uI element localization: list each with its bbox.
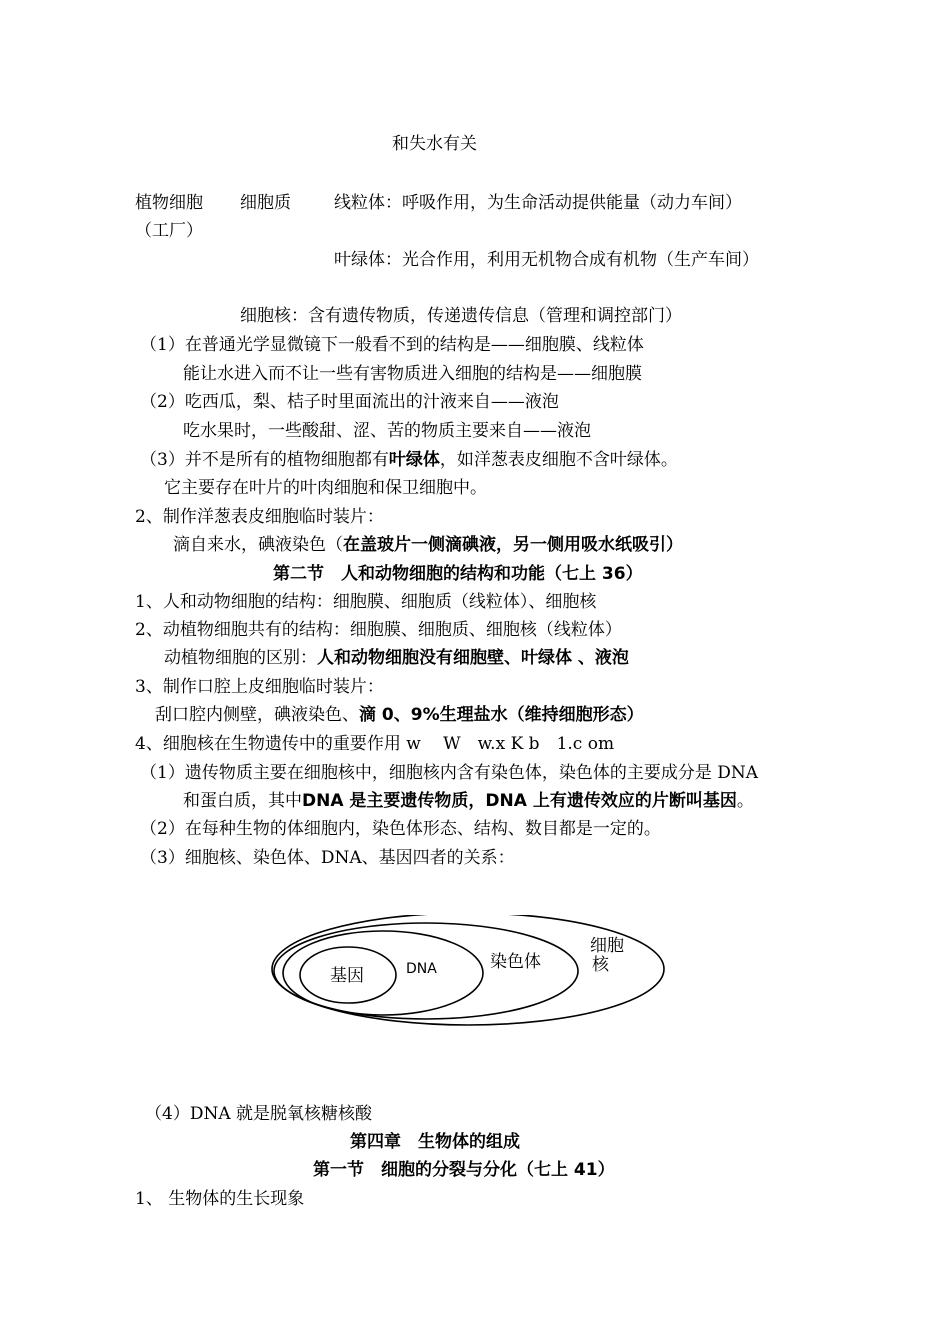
table-cell-nucleus: 细胞核：含有遗传物质，传递遗传信息（管理和调控部门）	[240, 306, 682, 326]
table-cell-plant-cell: 植物细胞	[135, 193, 203, 213]
text-line: （2）吃西瓜，梨、桔子时里面流出的汁液来自——液泡	[140, 392, 559, 412]
text-run: 和蛋白质，其中	[183, 791, 302, 811]
text-line: 3、制作口腔上皮细胞临时装片：	[135, 677, 384, 697]
text-run-bold: DNA 是主要遗传物质，DNA 上有遗传效应的片断叫基因	[302, 791, 737, 811]
text-run: ，如洋葱表皮细胞不含叶绿体。	[439, 450, 678, 470]
text-line	[173, 534, 683, 556]
text-line: （工厂）	[135, 221, 203, 241]
text-line: （4）DNA 就是脱氧核糖核酸	[145, 1104, 373, 1124]
chromosome-label: 染色体	[490, 952, 541, 972]
text-run: （3）并不是所有的植物细胞都有	[140, 450, 389, 470]
text-line: 1、人和动物细胞的结构：细胞膜、细胞质（线粒体）、细胞核	[135, 592, 597, 612]
text-line: 1、 生物体的生长现象	[135, 1189, 305, 1209]
text-run: 滴自来水，碘液染色（	[173, 535, 343, 555]
table-cell-mitochondria: 线粒体：呼吸作用，为生命活动提供能量（动力车间）	[334, 193, 742, 213]
section-heading: 第二节 人和动物细胞的结构和功能（七上 36）	[273, 564, 643, 584]
nucleus-label-1: 细胞	[590, 936, 624, 956]
text-line: 和失水有关	[392, 134, 477, 154]
text-line	[140, 449, 678, 471]
text-line: （2）在每种生物的体细胞内，染色体形态、结构、数目都是一定的。	[140, 819, 661, 839]
text-run-bold: 叶绿体	[388, 450, 440, 470]
text-run-bold: 在盖玻片一侧滴碘液，另一侧用吸水纸吸引）	[343, 535, 683, 555]
dna-label: DNA	[406, 961, 437, 977]
text-line: （1）遗传物质主要在细胞核中，细胞核内含有染色体，染色体的主要成分是 DNA	[140, 763, 758, 783]
text-run-bold: 滴 0、9%生理盐水（维持细胞形态）	[359, 705, 644, 725]
text-line: 吃水果时，一些酸甜、涩、苦的物质主要来自——液泡	[183, 421, 591, 441]
chapter-heading: 第四章 生物体的组成	[350, 1132, 520, 1152]
nested-relationship-diagram	[268, 915, 678, 1030]
table-cell-chloroplast: 叶绿体：光合作用，利用无机物合成有机物（生产车间）	[334, 250, 759, 270]
text-line	[164, 647, 629, 669]
text-run-bold: 人和动物细胞没有细胞壁、叶绿体 、液泡	[317, 648, 629, 668]
text-line: 2、制作洋葱表皮细胞临时装片：	[135, 507, 384, 527]
text-run: 刮口腔内侧壁，碘液染色、	[155, 705, 359, 725]
table-cell-cytoplasm: 细胞质	[240, 193, 291, 213]
nucleus-label-2: 核	[592, 955, 609, 975]
section-heading: 第一节 细胞的分裂与分化（七上 41）	[313, 1160, 615, 1180]
text-line	[183, 790, 754, 812]
text-line: （1）在普通光学显微镜下一般看不到的结构是——细胞膜、线粒体	[140, 335, 644, 355]
text-run: 动植物细胞的区别：	[164, 648, 317, 668]
dna-ellipse	[283, 931, 483, 1015]
text-line: 能让水进入而不让一些有害物质进入细胞的结构是——细胞膜	[183, 364, 642, 384]
text-line: （3）细胞核、染色体、DNA、基因四者的关系：	[140, 848, 515, 868]
text-line: 2、动植物细胞共有的结构：细胞膜、细胞质、细胞核（线粒体）	[135, 620, 622, 640]
text-run: 。	[736, 791, 754, 811]
text-line	[155, 704, 644, 726]
gene-label: 基因	[330, 966, 364, 986]
text-line: 它主要存在叶片的叶肉细胞和保卫细胞中。	[164, 478, 487, 498]
text-line: 4、细胞核在生物遗传中的重要作用 w W w.x K b 1.c om	[135, 734, 615, 754]
